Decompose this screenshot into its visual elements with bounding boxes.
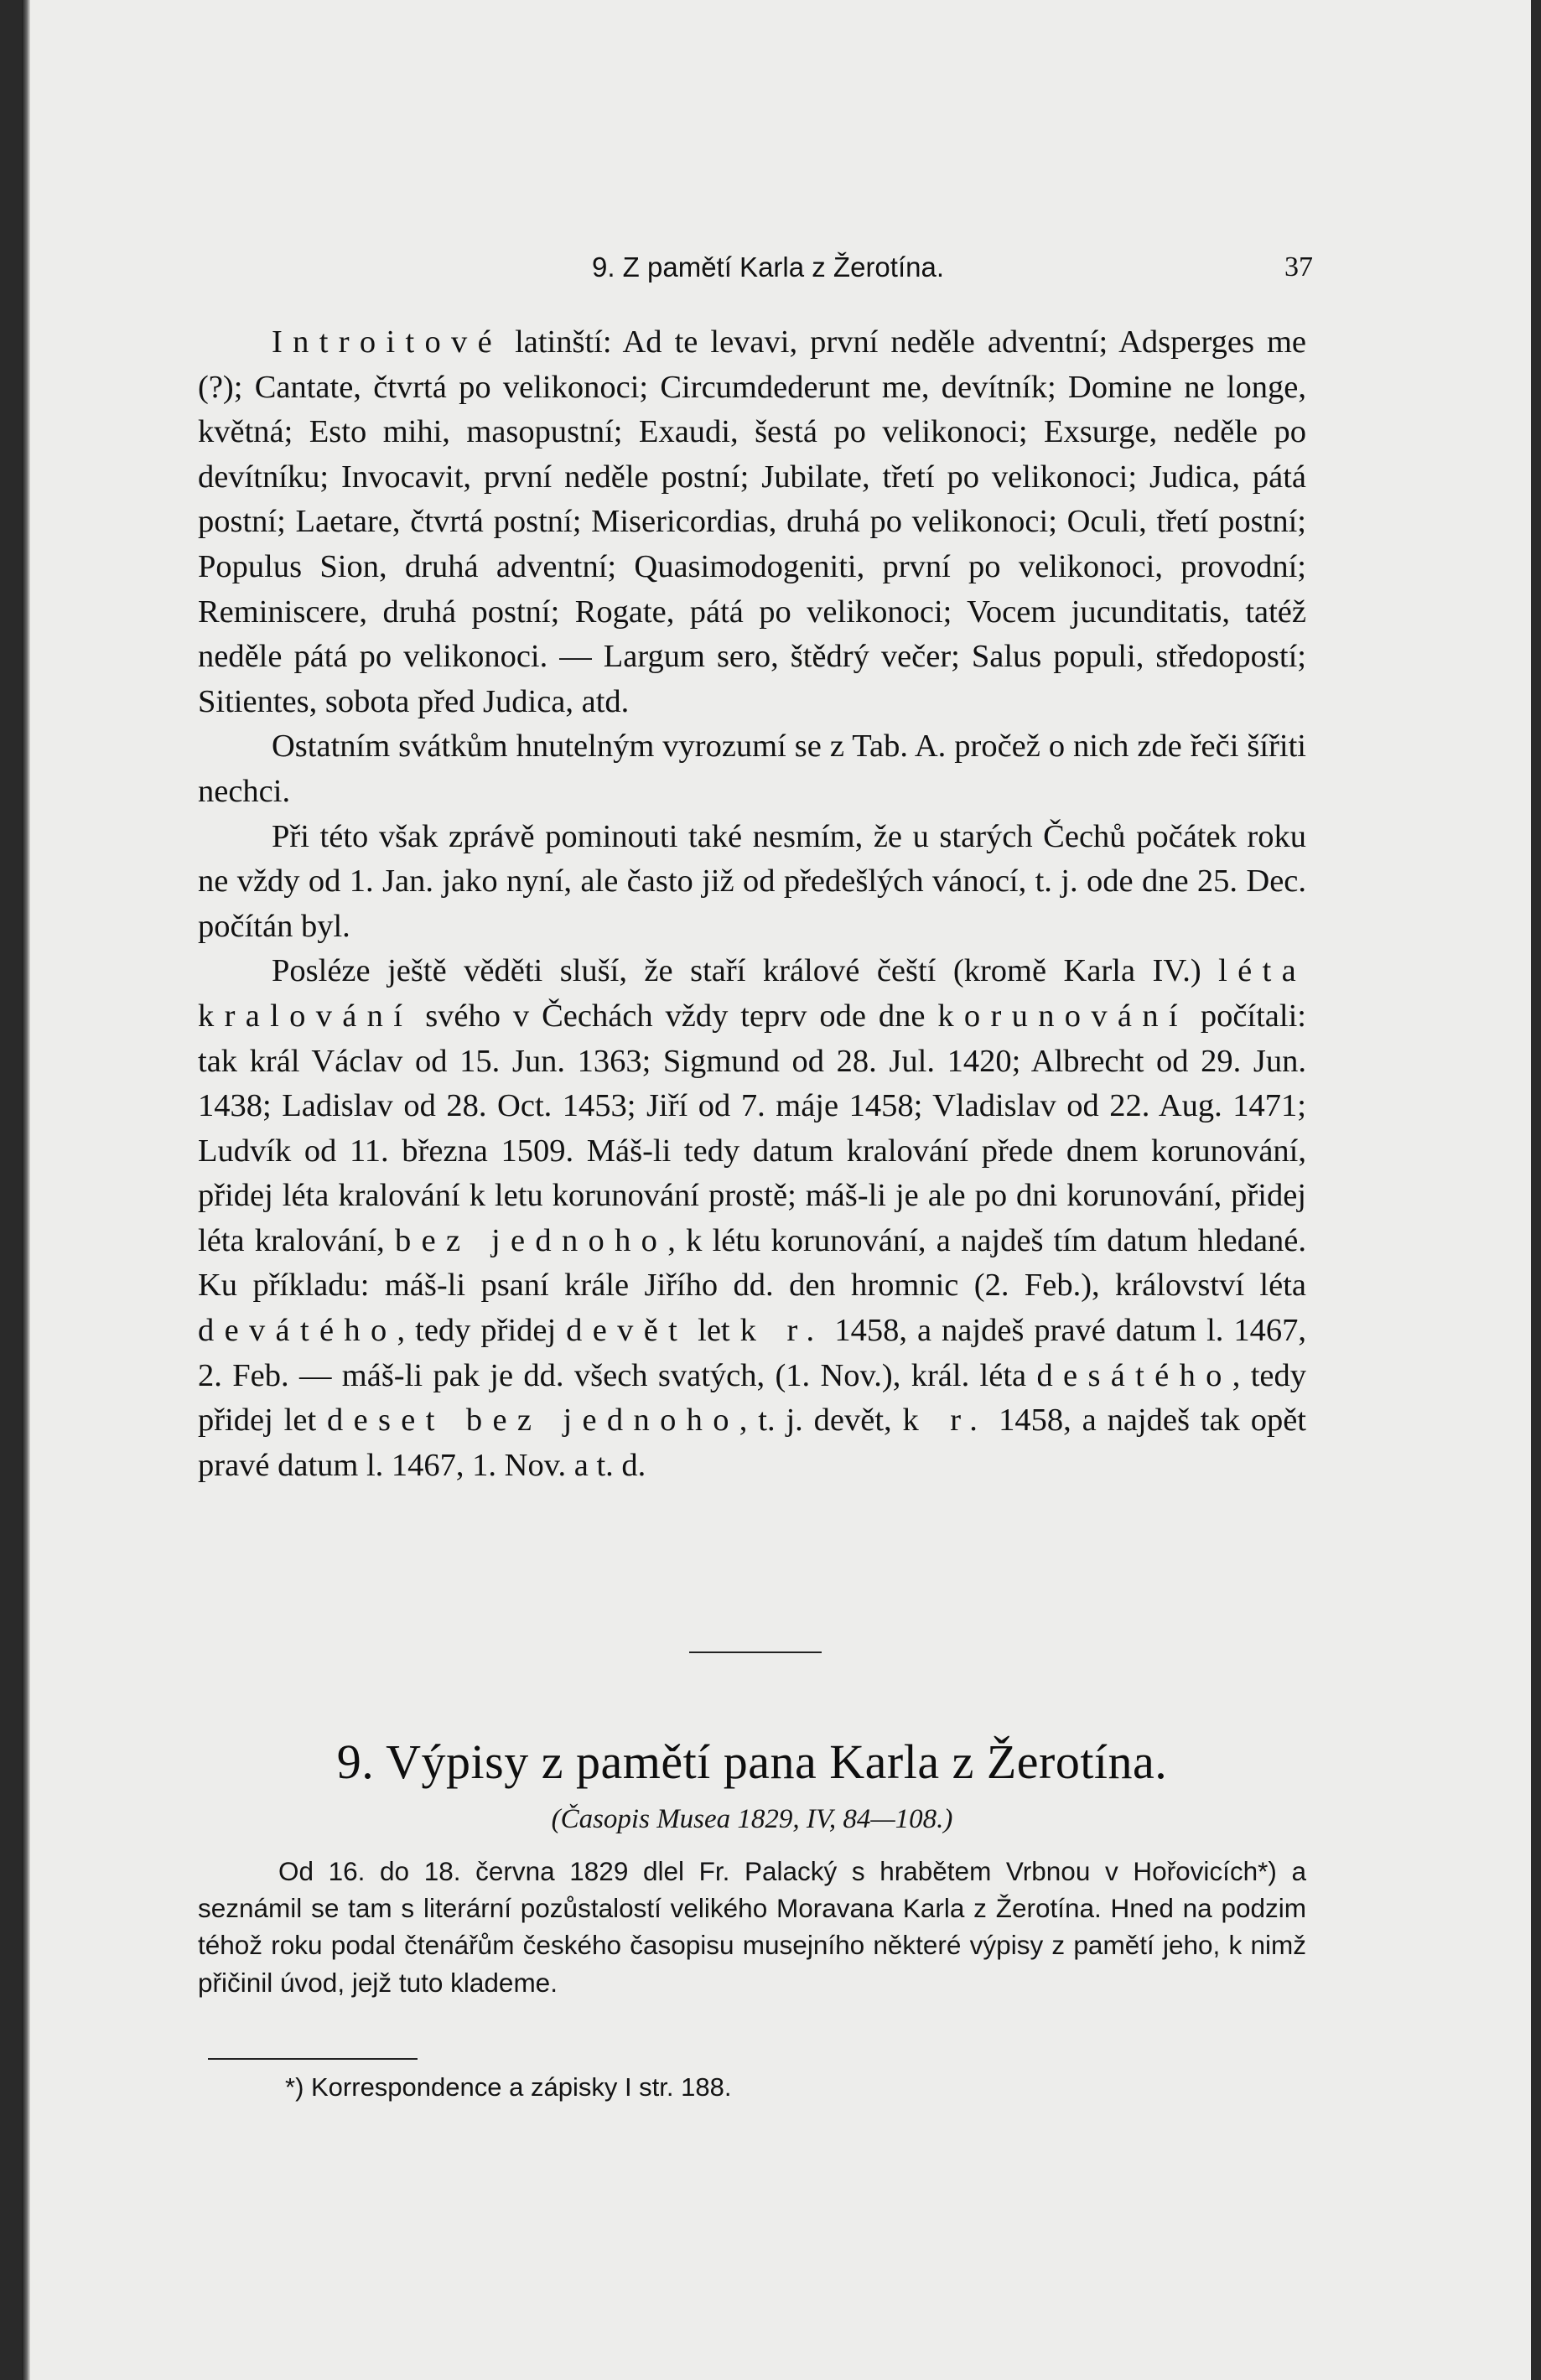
paragraph-text: počítali: tak král Václav od 15. Jun. 1363; Sigmund od 28. Jul. 1420; Albrecht od 29. Jun. 1438; Ladislav od 28. Oct. 1453; Jiří od 7. máje 1458; Vladislav od 22. Aug. 1471; Ludvík od 11. března 1509. Máš-li tedy datum kralování přede dnem korunování, přidej léta kralování k letu korunování prostě; máš-li je ale po dni korunování, přidej léta kralování,: [198, 998, 1306, 1258]
section-title: 9. Výpisy z pamětí pana Karla z Žerotína.: [336, 1734, 1168, 1789]
spaced-term: bez jednoho: [395, 1222, 668, 1258]
spaced-term: desátého: [1036, 1357, 1232, 1393]
spaced-term: k r.: [902, 1403, 988, 1439]
running-head: 9. Z pamětí Karla z Žerotína.: [591, 251, 944, 283]
spaced-term: Introitové: [272, 324, 503, 360]
page-header: [223, 251, 1313, 293]
book-page: [22, 0, 1531, 2380]
paragraph-text: 1458, a najdeš tak opět pravé datum l. 1467, 1. Nov. a t. d.: [198, 1403, 1306, 1483]
paragraph-text: , tedy přidej: [397, 1313, 567, 1349]
section-intro-paragraph: Od 16. do 18. června 1829 dlel Fr. Palacký s hrabětem Vrbnou v Hořovicích*) a seznámil se tam s literární pozůstalostí velikého Moravana Karla z Žerotína. Hned na podzim téhož roku podal čtenářům českého časopisu musejního některé výpisy z pamětí jeho, k nimž přičinil úvod, jejž tuto klademe.: [198, 1856, 1306, 1998]
spaced-term: k r.: [739, 1313, 825, 1349]
footnote: *) Korrespondence a zápisky I str. 188.: [285, 2072, 732, 2102]
spaced-term: léta kralování: [198, 953, 1306, 1034]
paragraph-text: let: [687, 1313, 740, 1349]
paragraph-text: svého v Čechách vždy teprv ode dne: [412, 998, 938, 1034]
footnote-divider: [208, 2058, 418, 2060]
paragraph-introits: [198, 320, 1306, 724]
spaced-term: devátého: [198, 1313, 397, 1349]
page-number: 37: [1284, 251, 1313, 283]
paragraph-text: Posléze ještě věděti sluší, že staří králové čeští (kromě Karla IV.): [272, 953, 1219, 989]
page-binding-edge: [22, 0, 30, 2380]
spaced-term: korunování: [937, 998, 1188, 1034]
spaced-term: deset bez jednoho: [327, 1403, 739, 1439]
main-text: [198, 320, 1306, 1488]
paragraph-text: , t. j. devět,: [739, 1403, 903, 1439]
paragraph-new-year: Při této však zprávě pominouti také nesmím, že u starých Čechů počátek roku ne vždy od 1. Jan. jako nyní, ale často již od předešlých vánocí, t. j. ode dne 25. Dec. počítán byl.: [198, 818, 1306, 944]
section-source: (Časopis Musea 1829, IV, 84—108.): [551, 1804, 953, 1834]
paragraph-text: , k létu korunování, a najdeš tím datum hledané. Ku příkladu: máš-li psaní krále Jiřího dd. den hromnic (2. Feb.), království léta: [198, 1222, 1307, 1304]
paragraph-other-feasts: Ostatním svátkům hnutelným vyrozumí se z Tab. A. pročež o nich zde řeči šířiti nechci.: [198, 729, 1306, 809]
paragraph-text: 1458, a najdeš pravé datum l. 1467, 2. Feb. — máš-li pak je dd. všech svatých, (1. Nov.), král. léta: [198, 1313, 1306, 1393]
paragraph-text: latinští: Ad te levavi, první neděle adventní; Adsperges me (?); Cantate, čtvrtá po velikonoci; Circumdederunt me, devítník; Domine ne longe, květná; Esto mihi, masopustní; Exaudi, šestá po velikonoci; Exsurge, neděle po devítníku; Invocavit, první neděle postní; Jubilate, třetí po velikonoci; Judica, pátá postní; Laetare, čtvrtá postní; Misericordias, druhá po velikonoci; Oculi, třetí postní; Populus Sion, druhá adventní; Quasimodogeniti, první po velikonoci, provodní; Reminiscere, druhá postní; Rogate, pátá po velikonoci; Vocem jucunditatis, tatéž neděle pátá po velikonoci. — Largum sero, štědrý večer; Salus populi, středopostí; Sitientes, sobota před Judica, atd.: [198, 324, 1306, 719]
paragraph-reign-years: [198, 949, 1306, 1488]
paragraph-text: , tedy přidej let: [198, 1357, 1306, 1439]
section-divider: [689, 1651, 822, 1653]
spaced-term: devět: [566, 1313, 688, 1349]
